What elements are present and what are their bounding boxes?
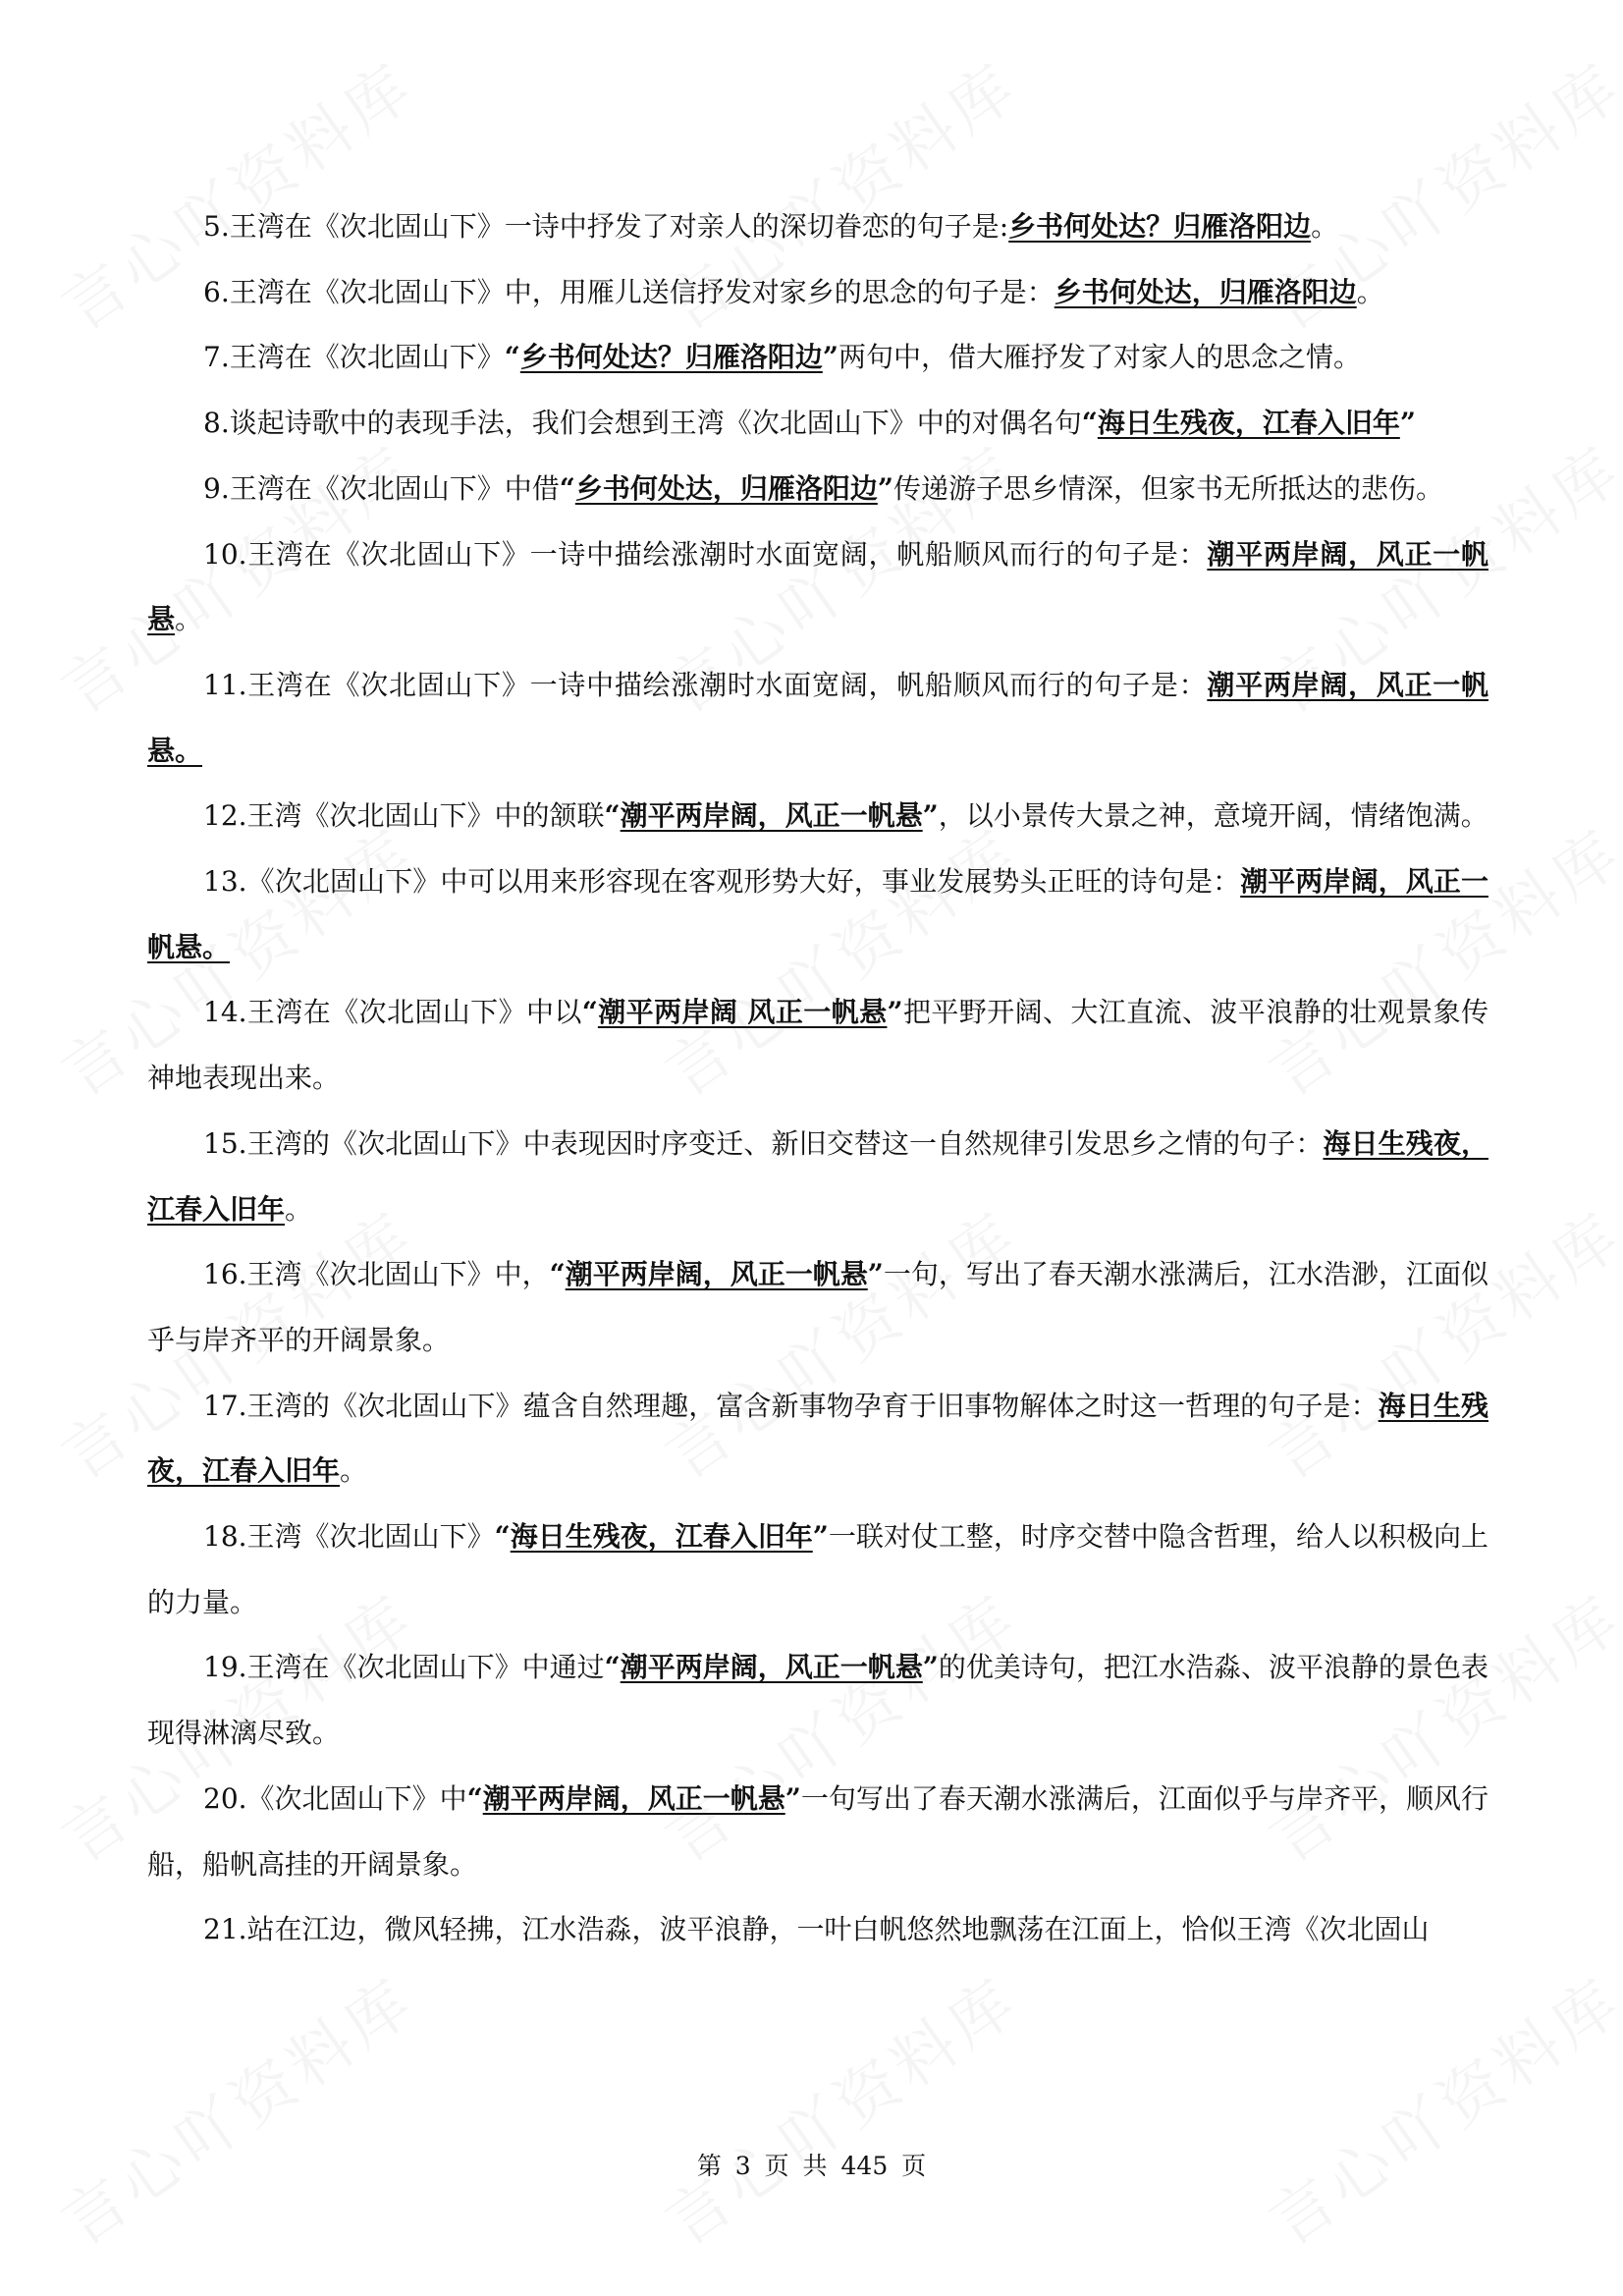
item-text: 把平野开阔、大江直流、波平浪静的壮观景象传神地表现出来。	[147, 996, 1489, 1095]
item-text: 6.王湾在《次北固山下》中，用雁儿送信抒发对家乡的思念的句子是：	[203, 275, 1055, 308]
quote-mark: ”	[1399, 407, 1416, 440]
quote-mark: ”	[877, 471, 893, 505]
highlighted-quote: 潮平两岸阔，风正一帆悬。	[147, 865, 1488, 963]
quote-mark: ”	[812, 1520, 829, 1554]
item-text: 13.《次北固山下》中可以用来形容现在客观形势大好，事业发展势头正旺的诗句是：	[203, 865, 1241, 899]
list-item	[147, 849, 1488, 980]
item-text: 。	[1356, 275, 1384, 308]
highlighted-quote: 乡书何处达？归雁洛阳边	[519, 341, 823, 374]
item-text: 18.王湾《次北固山下》	[203, 1520, 495, 1554]
quote-mark: “	[494, 1520, 511, 1554]
highlighted-quote: 潮平两岸阔，风正一帆悬	[565, 1258, 868, 1291]
watermark	[41, 1952, 431, 2263]
highlighted-quote: 海日生残夜，江春入旧年	[1097, 407, 1400, 440]
item-text: 传递游子思乡情深，但家书无所抵达的悲伤。	[893, 471, 1443, 505]
quote-mark: ”	[922, 799, 939, 833]
quote-mark: ”	[822, 341, 839, 374]
item-text: 的优美诗句，把江水浩淼、波平浪静的景色表现得淋漓尽致。	[147, 1651, 1488, 1750]
item-text: 。	[340, 1454, 368, 1488]
list-item	[147, 522, 1488, 653]
highlighted-quote: 潮平两岸阔，风正一帆悬	[620, 799, 923, 833]
quote-mark: “	[604, 1651, 621, 1684]
item-text: 11.王湾在《次北固山下》一诗中描绘涨潮时水面宽阔，帆船顺风而行的句子是：	[203, 668, 1208, 701]
item-text: 20.《次北固山下》中	[203, 1781, 467, 1815]
quote-mark: “	[466, 1781, 483, 1815]
item-text: 14.王湾在《次北固山下》中以	[203, 996, 582, 1029]
item-text: 一句，写出了春天潮水涨满后，江水浩渺，江面似乎与岸齐平的开阔景象。	[147, 1258, 1488, 1356]
list-item	[147, 1504, 1488, 1635]
list-item	[147, 1635, 1488, 1766]
highlighted-quote: 潮平两岸阔，风正一帆悬	[482, 1781, 785, 1815]
item-text: 一联对仗工整，时序交替中隐含哲理，给人以积极向上的力量。	[147, 1520, 1488, 1618]
list-item	[147, 457, 1488, 522]
highlighted-quote: 乡书何处达，归雁洛阳边	[1054, 275, 1357, 308]
item-text: 19.王湾在《次北固山下》中通过	[203, 1651, 605, 1684]
highlighted-quote: 潮平两岸阔 风正一帆悬	[597, 996, 888, 1029]
item-text: 。	[1311, 210, 1339, 243]
watermark	[1249, 1952, 1623, 2263]
item-text: 7.王湾在《次北固山下》	[203, 341, 505, 374]
quote-mark: “	[549, 1258, 566, 1291]
list-item	[147, 1242, 1488, 1373]
watermark	[645, 1952, 1035, 2263]
highlighted-quote: 潮平两岸阔，风正一帆悬	[147, 537, 1488, 636]
item-text: 两句中，借大雁抒发了对家人的思念之情。	[838, 341, 1361, 374]
highlighted-quote: 海日生残夜，江春入旧年	[147, 1126, 1488, 1226]
quote-mark: “	[504, 341, 520, 374]
item-text: 10.王湾在《次北固山下》一诗中描绘涨潮时水面宽阔，帆船顺风而行的句子是：	[203, 537, 1208, 571]
list-item	[147, 194, 1488, 260]
item-text: 。	[285, 1192, 313, 1226]
highlighted-quote: 海日生残夜，江春入旧年	[510, 1520, 813, 1554]
item-text: 12.王湾《次北固山下》中的颔联	[203, 799, 605, 833]
quote-mark: “	[604, 799, 621, 833]
item-text: 15.王湾的《次北固山下》中表现因时序变迁、新旧交替这一自然规律引发思乡之情的句子：	[203, 1126, 1324, 1160]
highlighted-quote: 乡书何处达，归雁洛阳边	[574, 471, 878, 505]
list-item	[147, 653, 1488, 784]
quote-mark: ”	[784, 1781, 801, 1815]
item-text: 21.站在江边，微风轻拂，江水浩淼，波平浪静，一叶白帆悠然地飘荡在江面上，恰似王湾《次北固山	[203, 1913, 1430, 1946]
highlighted-quote: 海日生残夜，江春入旧年	[147, 1389, 1488, 1488]
item-text: 9.王湾在《次北固山下》中借	[203, 471, 560, 505]
quote-mark: ”	[887, 996, 903, 1029]
highlighted-quote: 潮平两岸阔，风正一帆悬。	[147, 668, 1488, 767]
quote-mark: “	[581, 996, 598, 1029]
document-body	[147, 194, 1488, 1963]
list-item	[147, 260, 1488, 326]
page-footer: 第 3 页 共 445 页	[696, 2152, 927, 2180]
quote-mark: ”	[867, 1258, 884, 1291]
item-text: 一句写出了春天潮水涨满后，江面似乎与岸齐平，顺风行船，船帆高挂的开阔景象。	[147, 1781, 1488, 1881]
item-text: 。	[175, 603, 203, 636]
list-item	[147, 1767, 1488, 1897]
item-text: 8.谈起诗歌中的表现手法，我们会想到王湾《次北固山下》中的对偶名句	[203, 407, 1082, 440]
item-text: ，以小景传大景之神，意境开阔，情绪饱满。	[938, 799, 1488, 833]
highlighted-quote: 乡书何处达？归雁洛阳边	[1008, 210, 1312, 243]
quote-mark: “	[559, 471, 575, 505]
list-item	[147, 1897, 1488, 1963]
item-text: 5.王湾在《次北固山下》一诗中抒发了对亲人的深切眷恋的句子是:	[203, 210, 1009, 243]
list-item	[147, 784, 1488, 849]
list-item	[147, 1112, 1488, 1242]
list-item	[147, 1374, 1488, 1504]
list-item	[147, 391, 1488, 457]
list-item	[147, 980, 1488, 1111]
quote-mark: “	[1081, 407, 1098, 440]
highlighted-quote: 潮平两岸阔，风正一帆悬	[620, 1651, 923, 1684]
item-text: 17.王湾的《次北固山下》蕴含自然理趣，富含新事物孕育于旧事物解体之时这一哲理的句子是：	[203, 1389, 1379, 1422]
list-item	[147, 325, 1488, 391]
quote-mark: ”	[922, 1651, 939, 1684]
item-text: 16.王湾《次北固山下》中，	[203, 1258, 550, 1291]
